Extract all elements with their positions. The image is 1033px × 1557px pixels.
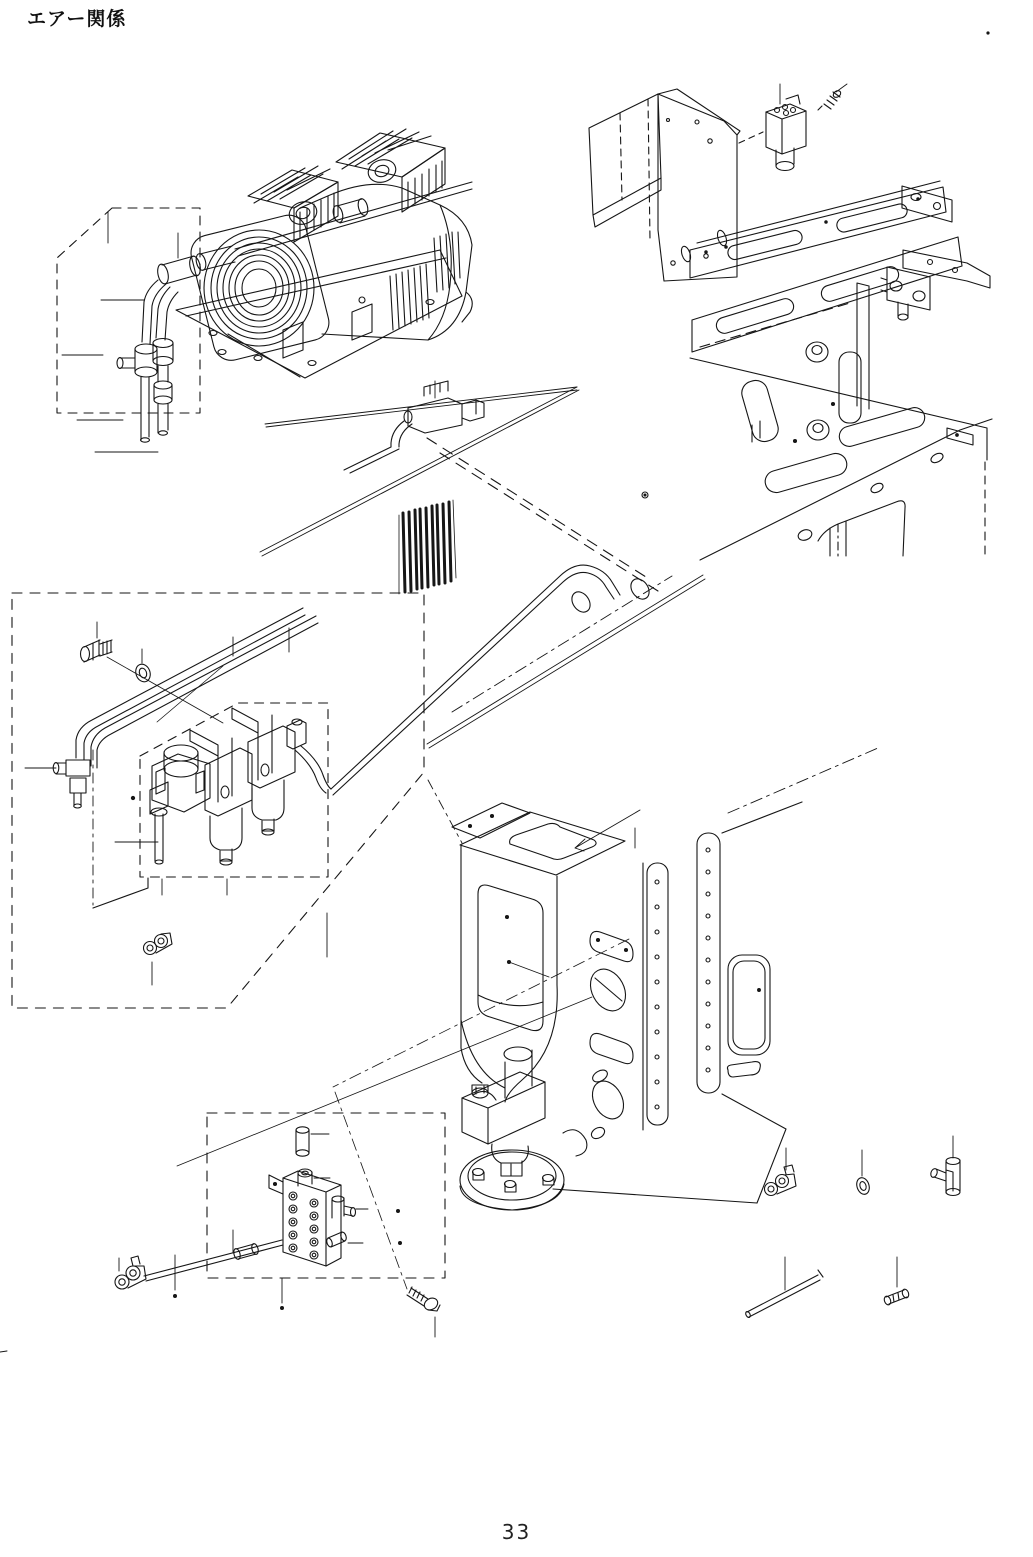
column-right-plate	[727, 955, 770, 1077]
air-manifold	[269, 1169, 341, 1266]
stray-dot	[986, 31, 989, 34]
loose-parts	[745, 1136, 960, 1318]
column-hole-strips	[647, 833, 720, 1125]
compressor-base-plate	[176, 250, 462, 378]
hex-bolt	[407, 1287, 440, 1337]
manifold-tube	[115, 1240, 283, 1289]
washer	[133, 649, 152, 684]
compressor-tube-assembly	[57, 208, 200, 452]
washer-2	[855, 1150, 872, 1196]
solenoid-valve	[766, 84, 847, 171]
valve-mounting-bracket	[589, 89, 763, 281]
hex-nipple-fitting	[81, 622, 113, 662]
straight-tube	[745, 1257, 823, 1318]
machine-top-deck	[260, 381, 705, 795]
y-branch-fitting	[144, 933, 173, 985]
check-valve-fitting	[344, 381, 484, 473]
manifold-cap	[296, 1127, 329, 1156]
tee-fitting	[930, 1136, 960, 1196]
screw	[818, 84, 847, 110]
air-tube-pair	[76, 608, 318, 768]
union-fitting	[883, 1257, 910, 1306]
air-compressor	[156, 129, 472, 378]
tee-union-fitting	[53, 760, 90, 808]
air-filter-regulator-group	[12, 593, 462, 1008]
margin-tick	[0, 1351, 7, 1352]
page-number: 33	[501, 1520, 532, 1544]
machine-column	[177, 748, 878, 1210]
leader-lines	[175, 1230, 282, 1303]
machine-frame	[690, 181, 992, 560]
manifold-elbow-fitting	[332, 1196, 368, 1218]
vent-grille	[403, 502, 451, 592]
leader-lines	[62, 212, 178, 452]
manifold-small-fitting	[326, 1231, 363, 1247]
column-mid-face	[473, 863, 643, 1156]
air-filter-regulator-unit	[150, 708, 331, 865]
hidden-tube-route	[427, 438, 658, 591]
air-tube-long	[331, 565, 620, 795]
frame-valve-bracket	[881, 250, 990, 320]
air-manifold-group	[115, 1092, 445, 1337]
callout-box-tubes	[57, 208, 200, 413]
column-base-swivel	[460, 1047, 564, 1210]
page-title: エアー関係	[27, 8, 127, 30]
